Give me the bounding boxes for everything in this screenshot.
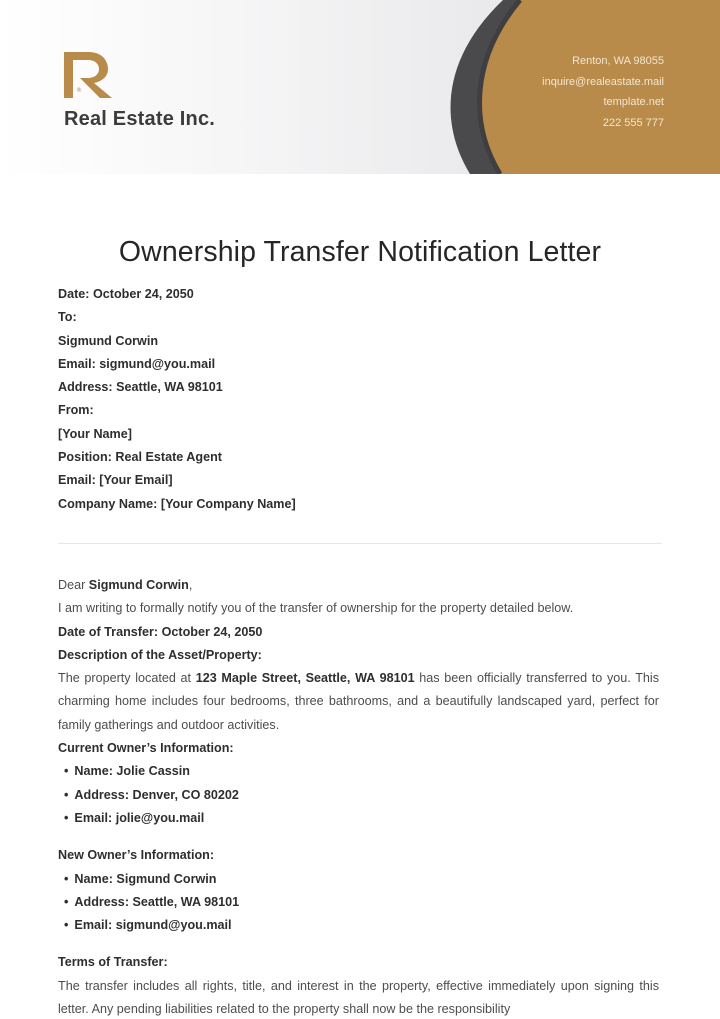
meta-sender-position: Position: Real Estate Agent <box>58 450 222 465</box>
contact-block <box>542 51 664 133</box>
terms-text: The transfer includes all rights, title, and interest in the property, effective immediately upon signing this letter. Any pending liabilities related to the property shall now be the responsibility <box>58 978 659 1017</box>
new-owner-heading: New Owner’s Information: <box>58 848 215 863</box>
company-name: Real Estate Inc. <box>64 108 216 130</box>
description-pre: The property located at <box>58 671 196 686</box>
meta-company-name: Company Name: [Your Company Name] <box>58 496 296 511</box>
company-logo-icon <box>62 50 114 100</box>
meta-from-label: From: <box>58 403 94 418</box>
greeting-name: Sigmund Corwin <box>88 578 189 592</box>
list-item: • Address: Denver, CO 80202 <box>58 784 659 807</box>
meta-date: Date: October 24, 2050 <box>58 287 194 301</box>
section-divider <box>58 543 662 544</box>
current-owner-list <box>58 760 659 830</box>
list-item: • Name: Jolie Cassin <box>58 760 659 783</box>
property-address: 123 Maple Street, Seattle, WA 98101 <box>195 671 415 686</box>
list-item: • Email: sigmund@you.mail <box>58 914 659 937</box>
list-item: • Address: Seattle, WA 98101 <box>58 891 659 914</box>
meta-to-label: To: <box>58 310 77 325</box>
new-owner-list <box>58 868 659 938</box>
greeting <box>58 574 659 597</box>
greeting-suffix: , <box>188 578 193 592</box>
description-heading: Description of the Asset/Property: <box>58 647 262 662</box>
letterhead <box>0 0 720 174</box>
contact-phone: 222 555 777 <box>602 116 664 129</box>
meta-recipient-email: Email: sigmund@you.mail <box>58 356 216 371</box>
date-of-transfer: Date of Transfer: October 24, 2050 <box>58 624 263 639</box>
svg-text:®: ® <box>76 87 82 94</box>
list-item: • Name: Sigmund Corwin <box>58 868 659 891</box>
meta-sender-email: Email: [Your Email] <box>58 473 173 488</box>
meta-recipient-address: Address: Seattle, WA 98101 <box>58 380 223 395</box>
description-text <box>58 667 659 737</box>
meta-recipient-name: Sigmund Corwin <box>58 333 159 348</box>
greeting-prefix: Dear <box>58 578 89 592</box>
letter-meta <box>58 283 296 516</box>
contact-website: template.net <box>603 96 664 108</box>
current-owner-heading: Current Owner’s Information: <box>58 741 234 756</box>
list-item: • Email: jolie@you.mail <box>58 807 659 830</box>
intro-text: I am writing to formally notify you of the transfer of ownership for the property detailed below. <box>58 601 574 616</box>
meta-sender-name: [Your Name] <box>58 426 132 441</box>
contact-address: Renton, WA 98055 <box>572 55 664 67</box>
letter-title: Ownership Transfer Notification Letter <box>118 236 602 268</box>
description-post: has been officially transferred to you. This charming home includes four bedrooms, three bathrooms, and a beautifully landscaped yard, perfect for family gatherings and outdoor activities. <box>58 671 659 732</box>
contact-email: inquire@realeastate.mail <box>542 75 664 88</box>
terms-heading: Terms of Transfer: <box>58 955 168 970</box>
letter-body <box>58 574 659 1019</box>
